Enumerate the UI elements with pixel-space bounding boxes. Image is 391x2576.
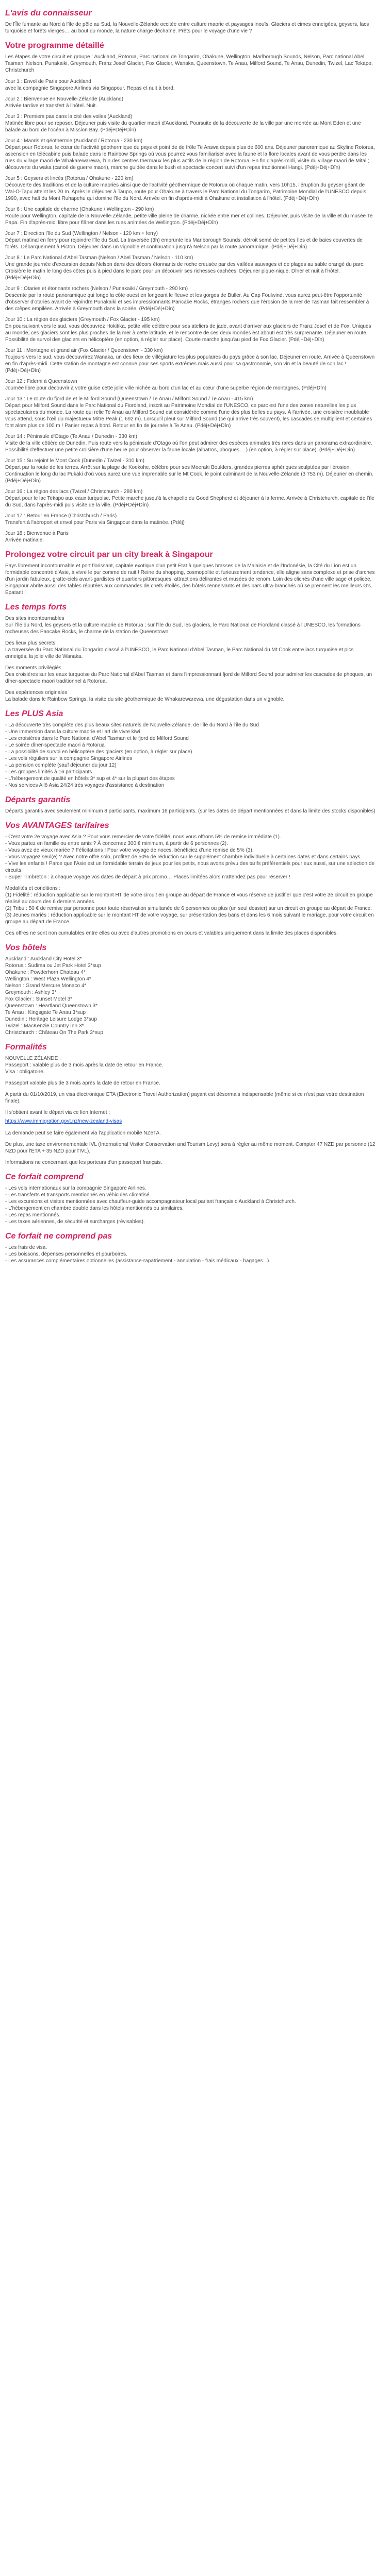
day-title: Jour 2 : Bienvenue en Nouvelle-Zélande (Auckland) [5, 96, 124, 102]
day-item [5, 347, 376, 374]
advantages-notes-title: Modalités et conditions : [5, 886, 61, 891]
formalities-p8: Informations ne concernant que les porteurs d'un passeport français. [5, 1160, 162, 1165]
hotels-title: Vos hôtels [5, 943, 47, 952]
day-item [5, 255, 376, 281]
formalities-title: Formalités [5, 1043, 47, 1052]
day-title: Jour 1 : Envol de Paris pour Auckland [5, 79, 91, 84]
plus-item: - Les croisières dans le Parc National d'Abel Tasman et le fjord de Milford Sound [5, 736, 189, 741]
day-title: Jour 16 : La région des lacs (Twizel / Christchurch - 280 km) [5, 489, 143, 495]
advantages-footer: Ces offres ne sont non cumulables entre elles ou avec d'autres promotions en cours et valables uniquement dans la limite des places disponibles. [5, 930, 338, 936]
advantages-notes-list [5, 892, 376, 925]
formalities-p4: A partir du 01/10/2019, un visa électronique ETA (Electronic Travel Authorization) payant est désormais indispensable (même si ce n'est pas votre destination finale). [5, 1092, 364, 1104]
day-text: Arrivée tardive et transfert à l'hôtel. Nuit. [5, 103, 97, 109]
highlight-moments-text: Des croisières sur les eaux turquoise du Parc National d'Abel Tasman et dans l'impressionnant fjord de Milford Sound pour admirer les cascades de phoques, un dîner-spectacle maori traditionnel à Rotorua. [5, 672, 372, 684]
highlight-sites-title: Des sites incontournables [5, 616, 64, 621]
included-item: - Les vols internationaux sur la compagnie Singapore Airlines. [5, 1185, 146, 1191]
advantages-title: Vos AVANTAGES tarifaires [5, 821, 109, 830]
day-item [5, 113, 376, 133]
extension-title: Prolongez votre circuit par un city break à Singapour [5, 550, 213, 559]
day-title: Jour 3 : Premiers pas dans la cité des voiles (Auckland) [5, 114, 133, 120]
day-text: Journée libre pour découvrir à votre guise cette jolie ville nichée au bord d'un lac et au cœur d'une superbe région de montagnes. (Pdéj+Dîn) [5, 385, 327, 391]
advantage-item: - Vous avez de vieux mariée ? Félicitations ! Pour votre voyage de noces, bénéficiez d'une remise de 5% (3). [5, 848, 254, 853]
day-item [5, 175, 376, 202]
formalities-p3: Passeport valable plus de 3 mois après la date de retour en France. [5, 1080, 160, 1086]
day-title: Jour 8 : Le Parc National d'Abel Tasman (Nelson / Abel Tasman / Nelson - 110 km) [5, 255, 193, 261]
day-item [5, 138, 376, 171]
day-text: Visite de la ville côtière de Dunedin. Puis route vers la péninsule d'Otago où l'on peut admirer des espèces animales très rares dans un panorama extraordinaire. Possibilité d'effectuer une petite croisière d'une heure pour observer la faune locale (albatros, phoques… ) (en option, à régler sur place). (Pdéj+Déj+Dîn) [5, 440, 372, 453]
day-item [5, 433, 376, 453]
day-text: Départ par la route de les terres. Arrêt sur la plage de Koekohe, célèbre pour ses Moeraki Boulders, grandes pierres sphériques sculptées par l'érosion. Continuation le long du lac Pukaki d'où vous aurez une vue imprenable sur le Mt Cook, le point culminant de la Nouvelle-Zélande (3 753 m). Déjeuner en chemin. (Pdéj+Déj+Dîn) [5, 465, 373, 484]
included-item: - Les repas mentionnés. [5, 1212, 61, 1218]
advantage-item: - Vive les enfants ! Parce que l'Asie est un formidable terrain de jeux pour les petits, nous avons prévu des tarifs préférentiels pour eux aussi, sur une sélection de circuits. [5, 861, 375, 873]
departures-text: Départs garantis avec seulement minimum 8 participants, maximum 16 participants. (sur les dates de départ mentionnées et dans la limite des stocks disponibles) [5, 808, 376, 814]
intro-title: L'avis du connaisseur [5, 9, 92, 18]
day-title: Jour 7 : Direction l'île du Sud (Wellington / Nelson - 120 km + ferry) [5, 231, 158, 236]
excluded-list [5, 1244, 376, 1264]
day-title: Jour 18 : Bienvenue à Paris [5, 531, 69, 536]
plus-item: - L'hébergement de qualité en hôtels 3* sup et 4* sur la plupart des étapes [5, 776, 175, 782]
day-text: Arrivée matinale. [5, 537, 44, 543]
hotel-item: Te Anau : Kingsgate Te Anau 3*sup [5, 1010, 86, 1015]
highlight-sites [5, 615, 376, 635]
highlight-moments-title: Des moments privilégiés [5, 665, 61, 671]
day-text: Toujours vers le sud, vous découvrirez Wanaka, un des lieux de villégiature les plus populaires du pays grâce à son lac. Déjeuner en route. Arrivée à Queenstown en fin d'après-midi. Cette station de montagne est connue pour ses sports extrêmes mais aussi pour sa gastronomie, son vin et la beauté de son lac ! (Pdéj+Déj+Dîn) [5, 354, 375, 374]
day-text: Matinée libre pour se reposer. Déjeuner puis visite du quartier maori d'Auckland. Poursuite de la découverte de la ville par une montée au Mont Eden et une balade au bord de l'océan à Mission Bay. (Pdéj+Déj+Dîn) [5, 121, 361, 133]
hotel-item: Greymouth : Ashley 3* [5, 990, 57, 995]
day-title: Jour 14 : Péninsule d'Otago (Te Anau / Dunedin - 330 km) [5, 434, 137, 439]
immigration-link[interactable]: https://www.immigration.govt.nz/new-zealand-visas [5, 1118, 122, 1124]
plus-item: - La découverte très complète des plus beaux sites naturels de Nouvelle-Zélande, de l'île du Nord à l'île du Sud [5, 722, 259, 728]
hotel-item: Queenstown : Heartland Queenstown 3* [5, 1003, 97, 1009]
excluded-item: - Les assurances complémentaires optionnelles (assistance-rapatriement - annulation - frais médicaux - bagages...). [5, 1258, 271, 1264]
formalities-visa: Visa : obligatoire. [5, 1069, 45, 1075]
program-title: Votre programme détaillé [5, 41, 104, 50]
departures-title: Départs garantis [5, 795, 71, 804]
day-text: Descente par la route panoramique qui longe la côte ouest en longeant le fleuve et les gorges de Buller. Au Cap Foulwind, vous aurez peut-être l'opportunité d'observer d'otaries avant de rejoindre Punakaiki et ses impressionnants Pancake Rocks, étranges rochers que l'érosion de la mer de Tasman fait ressembler à des crêpes empilées. Arrivée à Greymouth dans la soirée. (Pdéj+Déj+Dîn) [5, 293, 369, 312]
day-item [5, 78, 376, 92]
plus-item: - Le soirée dîner-spectacle maori à Rotorua [5, 742, 105, 748]
included-title: Ce forfait comprend [5, 1173, 84, 1181]
day-text: avec la compagnie Singapore Airlines via Singapour. Repas et nuit à bord. [5, 86, 175, 91]
hotel-item: Fox Glacier : Sunset Motel 3* [5, 996, 73, 1002]
highlight-exp-text: La balade dans le Rainbow Springs, la visite du site géothermique de Whakarewarewa, une dégustation dans un vignoble. [5, 697, 285, 702]
day-title: Jour 15 : Su rejoint le Mont Cook (Dunedin / Twizel - 310 km) [5, 458, 144, 464]
day-list [5, 78, 376, 544]
highlight-sites-text: Sur l'île du Nord, les geysers et la culture maorie de Rotorua ; sur l'île du Sud, les glaciers, le Parc National de Fiordland classé à l'UNESCO, les formations rocheuses des Pancake Rocks, le charme de la station de Queenstown. [5, 622, 361, 635]
day-title: Jour 12 : Fiderni à Queenstown [5, 379, 77, 384]
plus-item: - Les groupes limités à 16 participants [5, 769, 92, 775]
excluded-item: - Les boissons, dépenses personnelles et pourboires. [5, 1251, 127, 1257]
hotel-item: Auckland : Auckland City Hotel 3* [5, 956, 82, 962]
day-item [5, 96, 376, 109]
hotel-item: Wellington : West Plaza Wellington 4* [5, 976, 91, 982]
plus-title: Les PLUS Asia [5, 709, 63, 718]
plus-item: - La pension complète (sauf déjeuner du jour 12) [5, 762, 117, 768]
hotel-item: Rotorua : Sudima ou Jet Park Hotel 3*sup [5, 963, 101, 969]
day-title: Jour 4 : Maoris et géothermie (Auckland / Rotorua - 230 km) [5, 138, 143, 144]
day-item [5, 378, 376, 392]
day-title: Jour 13 : Le route du fjord de et le Milford Sound (Queenstown / Te Anau / Milford Sound / Te Anau - 415 km) [5, 396, 253, 402]
included-list [5, 1185, 376, 1225]
advantage-item: - C'est votre 2e voyage avec Asia ? Pour vous remercier de votre fidélité, nous vous offrons 5% de remise immédiate (1). [5, 834, 281, 840]
day-item [5, 530, 376, 544]
advantages-notes [5, 885, 376, 925]
formalities-p7: De plus, une taxe environnementale IVL (International Visitor Conservation and Tourism Levy) sera à régler au même moment. Compter 47 NZD par personne (12 NZD pour l'ETA + 35 NZD pour l'IVL). [5, 1142, 376, 1154]
formalities-p5: Il s'obtient avant le départ via ce lien Internet : [5, 1110, 110, 1115]
plus-item: - La possibilité de survol en hélicoptère des glaciers (en option, à régler sur place) [5, 749, 192, 755]
plus-item: - Une immersion dans la culture maorie et l'art de vivre kiwi [5, 729, 140, 735]
included-item: - Les transferts et transports mentionnés en véhicules climatisé. [5, 1192, 151, 1198]
day-title: Jour 9 : Otaries et étonnants rochers (Nelson / Punakaiki / Greymouth - 290 km) [5, 286, 188, 292]
day-item [5, 488, 376, 509]
advantage-note: (3) Jeunes mariés : réduction applicable sur le montant HT de votre voyage, sur présentation des bans et dans les 6 mois suivant le mariage, pour votre circuit en groupe au départ de France. [5, 912, 374, 925]
day-text: Départ pour le lac Tekapo aux eaux turquoise. Petite marche jusqu'à la chapelle du Good Shepherd et déjeuner à la ferme. Arrivée à Christchurch, capitale de l'île du Sud, dans l'après-midi puis visite de la ville. (Pdéj+Déj+Dîn) [5, 496, 374, 508]
included-item: - Les excursions et visites mentionnées avec chauffeur-guide accompagnateur local parlant français d'Auckland à Christchurch. [5, 1199, 296, 1205]
day-item [5, 513, 376, 526]
intro-text: De l'Île fumante au Nord à l'île de pêle au Sud, la Nouvelle-Zélande occitée entre culture maorie et paysages inouïs. Glaciers et cimes enneigées, geysers, lacs turquoise et forêts vierges… au bout du monde, la nature charge déchaîne. Prêts pour le voyage d'une vie ? [5, 22, 369, 34]
day-title: Jour 17 : Retour en France (Christchurch / Paris) [5, 513, 117, 519]
day-text: Découverte des traditions et de la culture maories ainsi que de l'activité géothermique de Rotorua où chaque matin, vers 10h15, l'éruption du geyser géant de Wai-O-Tapu atteint les 20 m. Après le déjeuner à Taupo, route pour Ohakune à travers le Parc National du Tongariro, Patrimoine Mondial de l'UNESCO depuis 1990, avec halt du Mont Ruhapehu qui domine l'île du Nord. Arrivée en fin d'après-midi à Ohakune et installation à l'hôtel. (Pdéj+Déj+Dîn) [5, 182, 366, 201]
highlight-moments [5, 665, 376, 685]
included-item: - Les taxes aériennes, de sécurité et surcharges (révisables). [5, 1219, 145, 1225]
advantage-item: - Vous partez en famille ou entre amis ? À concernez 300 € minimum, à partir de 6 personnes (2). [5, 841, 228, 846]
advantage-item: - Super Timbreton : à chaque voyage vos dates de départ à prix promo… Places limitées alors n'attendez pas pour réserver ! [5, 874, 290, 880]
formalities-link-block [5, 1109, 376, 1125]
day-title: Jour 11 : Montagne et grand air (Fox Glacier / Queenstown - 330 km) [5, 348, 163, 353]
hotel-item: Christchurch : Château On The Park 3*sup [5, 1030, 103, 1036]
hotel-list [5, 956, 376, 1036]
day-title: Jour 6 : Une capitale de charme (Ohakune / Wellington - 290 km) [5, 207, 154, 212]
highlight-experiences [5, 689, 376, 703]
highlight-places-text: La traversée du Parc National du Tongariro classé à l'UNESCO, le Parc National d'Abel Tasman, le Parc National du Mt Cook entre lacs turquoise et pics enneigés, la jolie ville de Wanaka. [5, 647, 354, 659]
day-title: Jour 5 : Geysers et lincés (Rotorua / Ohakune - 220 km) [5, 176, 134, 181]
hotel-item: Nelson : Grand Mercure Monaco 4* [5, 983, 87, 989]
page [0, 0, 381, 1279]
day-item [5, 230, 376, 250]
highlight-exp-title: Des expériences originales [5, 690, 68, 696]
included-item: - L'hébergement en chambre double dans les hôtels mentionnés ou similaires. [5, 1206, 184, 1211]
program-summary: Les étapes de votre circuit en groupe : Auckland, Rotorua, Parc national de Tongariro, Ohakune, Wellington, Marlborough Sounds, Nelson, Parc national Abel Tasman, Nelson, Punakaiki, Greymouth, Franz Josef Glacier, Fox Glacier, Wanaka, Queenstown, Te Anau, Milford Sound, Te Anau, Dunedin, Twizel, Lac Tekapo, Christchurch [5, 54, 373, 73]
day-title: Jour 10 : La région des glaciers (Greymouth / Fox Glacier - 195 km) [5, 317, 160, 323]
hotel-item: Dunedin : Heritage Leisure Lodge 3*sup [5, 1016, 97, 1022]
highlight-places [5, 640, 376, 660]
day-text: Route pour Wellington, capitale de la Nouvelle-Zélande, petite ville pleine de charme, nichée entre mer et collines. Déjeuner, puis visite de la ville et du musée Te Papa. Fin d'après-midi libre pour flâner dans les rues animées de Wellington. (Pdéj+Déj+Dîn) [5, 213, 373, 226]
highlights-title: Les temps forts [5, 603, 67, 612]
day-text: Départ matinal en ferry pour rejoindre l'île du Sud. La traversée (3h) emprunte les Marlborough Sounds, détroit semé de petites îles et de baies couvertes de forêts. Débarquement à Picton. Déjeuner dans un vignoble et continuation jusqu'à Nelson par la route panoramique. (Pdéj+Déj+Dîn) [5, 238, 363, 250]
day-text: Transfert à l'aéroport et envol pour Paris via Singapour dans la matinée. (Pdéj) [5, 520, 185, 526]
advantage-item: - Vous voyagez seul(e) ? Avec notre offre solo, profitez de 50% de réduction sur le supplément chambre individuelle à certaines dates et dans certains pays. [5, 854, 362, 860]
day-item [5, 457, 376, 484]
hotel-item: Ohakune : Powderhorn Chateau 4* [5, 970, 86, 975]
day-text: Départ pour Milford Sound dans le Parc National du Fiordland, inscrit au Patrimoine Mondial de l'UNESCO, ce parc est l'une des zones naturelles les plus spectaculaires du monde. La route qui relie Te Anau au Milford Sound est considérée comme l'une des plus belles du pays. À l'arrivée, une croisière inoubliable vous attend, sous l'œil du majestueux Mitre Peak (1 692 m). Lorsqu'il pleut sur Milford Sound (ce qui arrive très souvent), les cascades se multiplient et certaines font alors plus de 100 m ! Panier repas à bord. Retour en fin de journée à Te Anau. (Pdéj+Déj+Dîn) [5, 403, 372, 429]
highlight-places-title: Des lieux plus secrets [5, 640, 56, 646]
plus-item: - Nos services Allô Asia 24/24 très voyages d'assistance à destination [5, 783, 165, 788]
plus-list [5, 722, 376, 789]
day-text: Une grande journée d'excursion depuis Nelson dans des décors étonnants de roche creusée par des vallées sauvages et de plages au sable orangé du parc. Croisière le matin le long des côtes puis à pied dans le parc pour un découvrir ses richesses cachées. Déjeuner pique-nique. Dîner et nuit à l'hôtel. (Pdéj+Déj+Dîn) [5, 262, 365, 281]
formalities-p6: La demande peut se faire également via l'application mobile NZeTA. [5, 1130, 161, 1136]
day-item [5, 285, 376, 312]
day-item [5, 206, 376, 226]
excluded-item: - Les frais de visa. [5, 1245, 47, 1250]
advantage-note: (2) Tribu : 50 € de remise par personne pour toute réservation simultanée de 6 personnes ou plus (un seul dossier) sur un circuit en groupe au départ de France. [5, 906, 372, 911]
formalities-nz [5, 1055, 376, 1075]
day-text: En poursuivant vers le sud, vous découvrez Hokitika, petite ville célèbre pour ses ateliers de jade, avant d'arriver aux glaciers de Franz Josef et de Fox. Uniques au monde, ces glaciers sont les plus proches de la mer à cette latitude, et le rencontre de ces deux mondes est abouti est très surprenante. Déjeuner en route. Possibilité de survol des glaciers en hélicoptère (en option, à régler sur place). Courte marche jusqu'au pied de Fox Glacier. (Pdéj+Déj+Dîn) [5, 324, 371, 343]
day-item [5, 316, 376, 343]
day-text: Départ pour Rotorua, le cœur de l'activité géothermique du pays et point de de frôle Te Arawa depuis plus de 600 ans. Déjeuner panoramique au Skyline Rotorua, ascension en télécabine puis balade dans le Rainbow Springs où vous pourrez vous familiariser avec la faune et la flore locales avant de vous perdre dans les rues du village maori de Whakarewarewa, l'un des centres thermaux les plus actifs de la région de Rotorua. En fin d'après-midi, visite du village maori de Mitai ; découverte du waka (canoë de guerre maori), marche guidée dans le bush et spectacle concert suivi d'un repas traditionnel Hangi. (Pdéj+Déj+Dîn) [5, 145, 375, 171]
advantages-list [5, 834, 376, 880]
plus-item: - Les vols réguliers sur la compagnie Singapore Airlines [5, 756, 133, 761]
hotel-item: Twizel : MacKenzie Country Inn 3* [5, 1023, 84, 1029]
formalities-nz-title: NOUVELLE ZÉLANDE : [5, 1056, 61, 1061]
extension-text: Pays librement incontournable et port florissant, capitale exotique d'un petit État à quelques brasses de la Malaisie et de l'Indonésie, la Cité du Lion est un formidable concentré d'Asie, à vivre le pur comme de nuit ! Reine du shopping, cosmopolite et furieusement tendance, elle aligne sans complexe et prise d'arches d'un jardin fabuleux, gratte-ciels avant-gardistes et quartiers pittoresques, attractions délirantes et musées de renom. Loin des clichés d'une ville sage et policée, Singapour abrite aussi des tables réputées aux commandes de chefs étoilés, des hôtels rennervants et des bars ultra-branchés où se prennent les meilleurs G's. Epatant ! [5, 563, 375, 596]
day-item [5, 396, 376, 429]
advantage-note: (1) Fidélité : réduction applicable sur le montant HT de votre circuit en groupe au départ de France et vous réserve de justifier que c'est votre 3e circuit en groupe réalisé au cours des 6 derniers années. [5, 892, 373, 905]
excluded-title: Ce forfait ne comprend pas [5, 1232, 112, 1241]
formalities-passport: Passeport : valable plus de 3 mois après la date de retour en France. [5, 1062, 164, 1068]
